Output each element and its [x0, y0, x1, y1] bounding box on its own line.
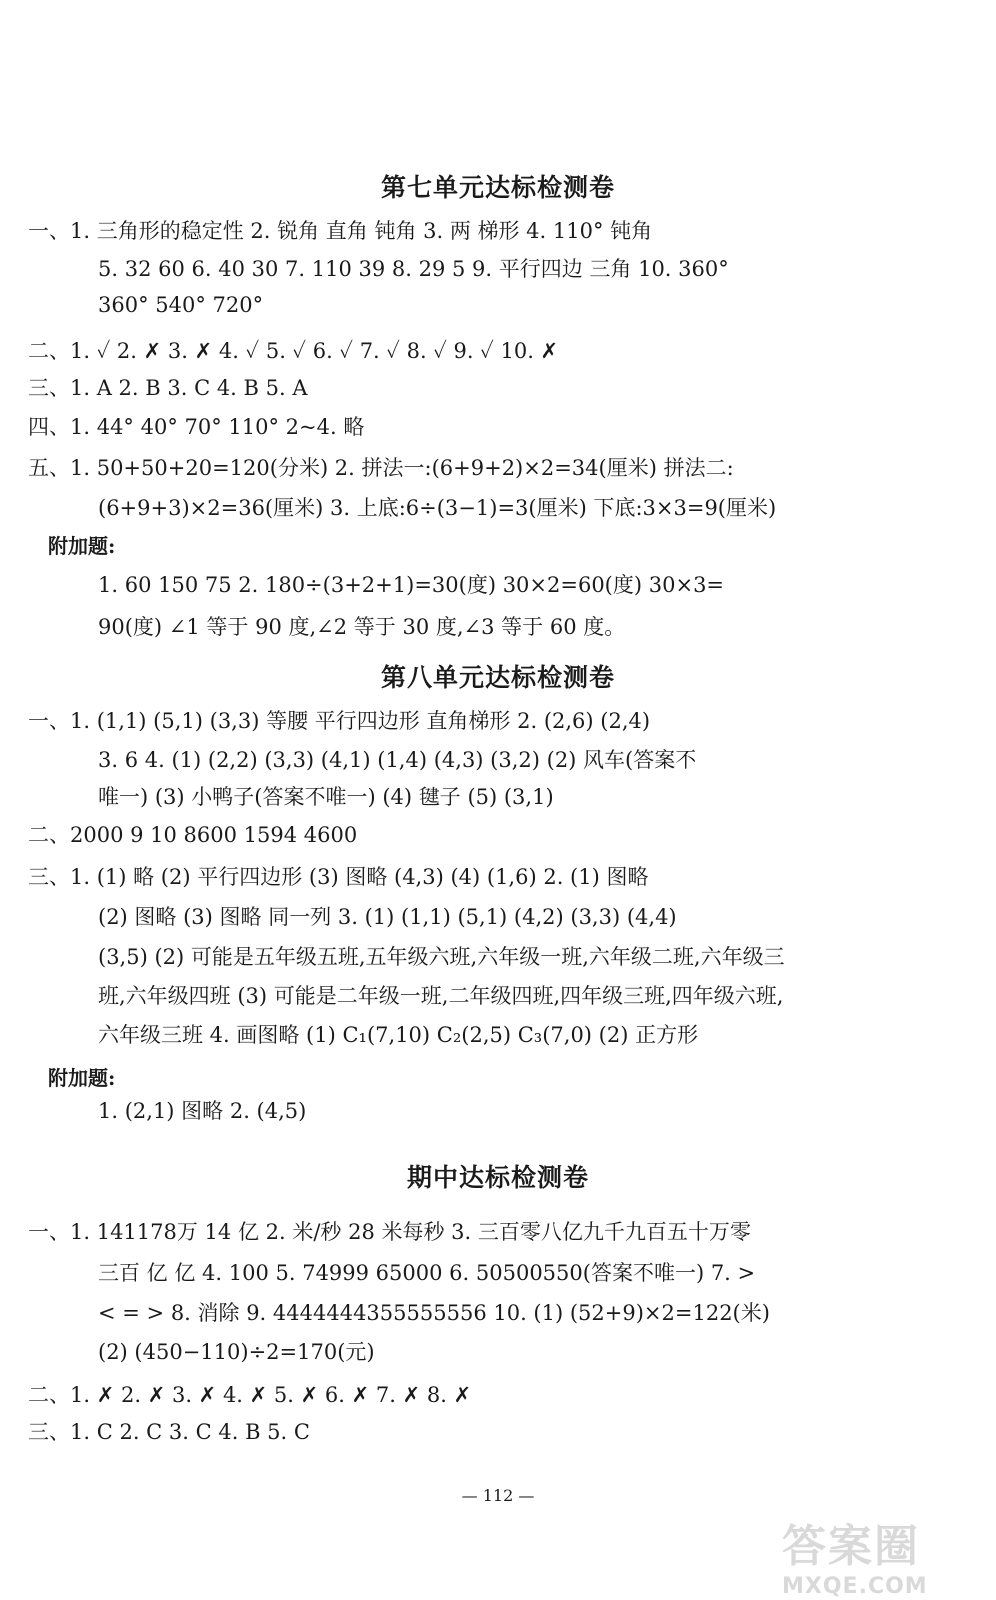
- answer-line: 三、1. A 2. B 3. C 4. B 5. A: [28, 376, 308, 400]
- answer-line: 360° 540° 720°: [98, 293, 264, 317]
- answer-line: 六年级三班 4. 画图略 (1) C₁(7,10) C₂(2,5) C₃(7,0) (2) 正方形: [98, 1023, 699, 1047]
- answer-line: 二、2000 9 10 8600 1594 4600: [28, 823, 358, 847]
- answer-line: (6+9+3)×2=36(厘米) 3. 上底:6÷(3−1)=3(厘米) 下底:3×3=9(厘米): [98, 496, 777, 520]
- watermark-url: MXQE.COM: [782, 1574, 928, 1599]
- answer-line: 三、1. (1) 略 (2) 平行四边形 (3) 图略 (4,3) (4) (1,6) 2. (1) 图略: [28, 865, 649, 889]
- answer-line: 一、1. 141178万 14 亿 2. 米/秒 28 米每秒 3. 三百零八亿九千九百五十万零: [28, 1220, 751, 1244]
- bonus-label: 附加题:: [48, 1066, 116, 1090]
- section-title-unit8: 第八单元达标检测卷: [380, 663, 615, 692]
- watermark-logo: [782, 1510, 982, 1599]
- watermark-logo-text: 答案圈: [782, 1521, 920, 1572]
- answer-line: 90(度) ∠1 等于 90 度,∠2 等于 30 度,∠3 等于 60 度。: [98, 615, 626, 639]
- answer-line: 三百 亿 亿 4. 100 5. 74999 65000 6. 50500550(答案不唯一) 7. >: [98, 1261, 756, 1285]
- answer-line: 一、1. 三角形的稳定性 2. 锐角 直角 钝角 3. 两 梯形 4. 110° 钝角: [28, 219, 653, 243]
- page-number: — 112 —: [461, 1486, 535, 1505]
- section-title-midterm: 期中达标检测卷: [406, 1163, 589, 1192]
- answer-line: 二、1. ✓ 2. ✗ 3. ✗ 4. ✓ 5. ✓ 6. ✓ 7. ✓ 8. ✓ 9. ✓ 10. ✗: [28, 339, 559, 363]
- answer-line: 1. 60 150 75 2. 180÷(3+2+1)=30(度) 30×2=60(度) 30×3=: [98, 573, 725, 597]
- bonus-label: 附加题:: [48, 534, 116, 558]
- answer-line: 五、1. 50+50+20=120(分米) 2. 拼法一:(6+9+2)×2=34(厘米) 拼法二:: [28, 456, 734, 480]
- answer-line: 二、1. ✗ 2. ✗ 3. ✗ 4. ✗ 5. ✗ 6. ✗ 7. ✗ 8. ✗: [28, 1383, 472, 1407]
- answer-line: 1. (2,1) 图略 2. (4,5): [98, 1099, 307, 1123]
- answer-line: 一、1. (1,1) (5,1) (3,3) 等腰 平行四边形 直角梯形 2. (2,6) (2,4): [28, 709, 651, 733]
- section-title-unit7: 第七单元达标检测卷: [380, 173, 615, 202]
- answer-line: (2) (450−110)÷2=170(元): [98, 1340, 375, 1364]
- answer-line: 唯一) (3) 小鸭子(答案不唯一) (4) 毽子 (5) (3,1): [98, 785, 554, 809]
- answer-line: 3. 6 4. (1) (2,2) (3,3) (4,1) (1,4) (4,3) (3,2) (2) 风车(答案不: [98, 748, 697, 772]
- answer-line: (3,5) (2) 可能是五年级五班,五年级六班,六年级一班,六年级二班,六年级三: [98, 945, 785, 969]
- answer-line: (2) 图略 (3) 图略 同一列 3. (1) (1,1) (5,1) (4,2) (3,3) (4,4): [98, 905, 677, 929]
- answer-line: 班,六年级四班 (3) 可能是二年级一班,二年级四班,四年级三班,四年级六班,: [98, 984, 784, 1008]
- answer-line: 5. 32 60 6. 40 30 7. 110 39 8. 29 5 9. 平行四边 三角 10. 360°: [98, 257, 729, 281]
- answer-line: < = > 8. 消除 9. 4444444355555556 10. (1) (52+9)×2=122(米): [98, 1301, 770, 1325]
- answer-line: 四、1. 44° 40° 70° 110° 2~4. 略: [28, 415, 365, 439]
- answer-line: 三、1. C 2. C 3. C 4. B 5. C: [28, 1420, 310, 1444]
